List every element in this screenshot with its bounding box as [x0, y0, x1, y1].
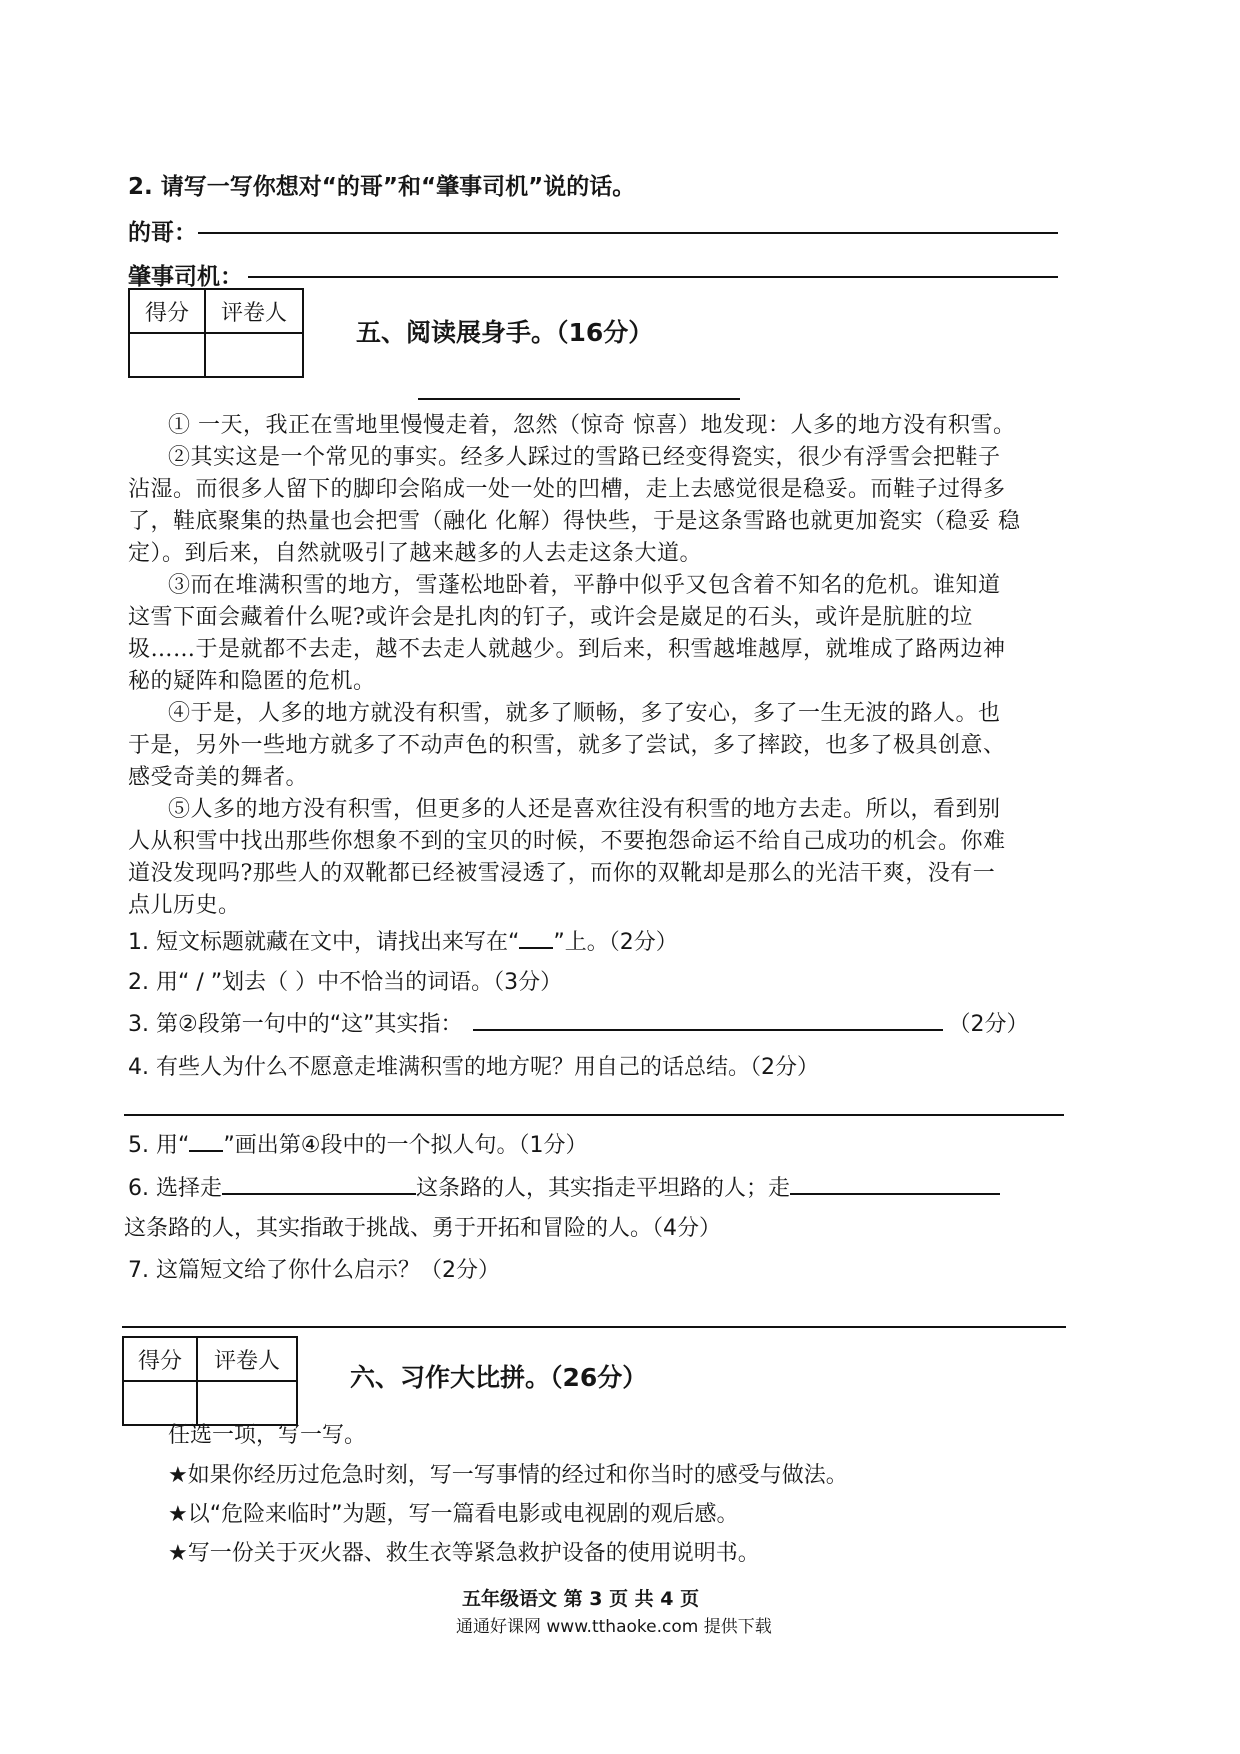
question-3 [128, 1007, 1029, 1038]
question-6-blank-1[interactable] [222, 1193, 416, 1195]
score-label: 得分 [123, 1337, 197, 1381]
question-1 [128, 925, 678, 956]
passage-line: ③而在堆满积雪的地方，雪蓬松地卧着，平静中似乎又包含着不知名的危机。谁知道 [168, 573, 1001, 598]
label-dige: 的哥： [128, 220, 197, 246]
score-cell[interactable] [129, 333, 205, 377]
passage-line: 定）。到后来，自然就吸引了越来越多的人去走这条大道。 [128, 541, 703, 566]
q2-prompt: 2. 请写一写你想对“的哥”和“肇事司机”说的话。 [128, 174, 636, 200]
passage-line: 于是，另外一些地方就多了不动声色的积雪，就多了尝试，多了摔跤，也多了极具创意、 [128, 733, 1006, 758]
question-4-answer-line[interactable] [124, 1114, 1064, 1116]
passage-line: 人从积雪中找出那些你想象不到的宝贝的时候，不要抱怨命运不给自己成功的机会。你难 [128, 829, 1006, 854]
score-label: 得分 [129, 289, 205, 333]
passage-line: 了，鞋底聚集的热量也会把雪（融化 化解）得快些，于是这条雪路也就更加瓷实（稳妥 稳 [128, 509, 1021, 534]
question-4: 4. 有些人为什么不愿意走堆满积雪的地方呢？用自己的话总结。（2分） [128, 1055, 819, 1080]
question-3-text: 3. 第②段第一句中的“这”其实指： [128, 1012, 463, 1037]
question-6 [128, 1171, 1000, 1202]
question-6-blank-2[interactable] [790, 1193, 1000, 1195]
question-3-points: （2分） [948, 1012, 1029, 1037]
passage-line: 道没发现吗?那些人的双靴都已经被雪浸透了，而你的双靴却是那么的光洁干爽，没有一 [128, 861, 996, 886]
passage-line: 沾湿。而很多人留下的脚印会陷成一处一处的凹槽，走上去感觉很是稳妥。而鞋子过得多 [128, 477, 1006, 502]
source-note: 通通好课网 www.tthaoke.com 提供下载 [456, 1617, 772, 1637]
passage-line: 这雪下面会藏着什么呢?或许会是扎肉的钉子，或许会是崴足的石头，或许是肮脏的垃 [128, 605, 973, 630]
answer-line-driver[interactable] [248, 276, 1058, 278]
passage-line: 感受奇美的舞者。 [128, 765, 309, 790]
writing-option: ★以“危险来临时”为题，写一篇看电影或电视剧的观后感。 [168, 1502, 739, 1527]
question-5-text-end: ”画出第④段中的一个拟人句。（1分） [223, 1133, 588, 1158]
section6-title: 六、习作大比拼。（26分） [350, 1363, 648, 1392]
passage-line: ⑤人多的地方没有积雪，但更多的人还是喜欢往没有积雪的地方去走。所以，看到别 [168, 797, 1001, 822]
question-1-blank [519, 947, 553, 949]
passage-line: 点儿历史。 [128, 893, 241, 918]
passage-line: 秘的疑阵和隐匿的危机。 [128, 669, 376, 694]
question-5-text: 5. 用“ [128, 1133, 190, 1158]
question-5 [128, 1128, 588, 1159]
question-2: 2. 用“ / ”划去（ ）中不恰当的词语。（3分） [128, 970, 563, 995]
question-5-blank [189, 1150, 223, 1152]
passage-line: 圾……于是就都不去走，越不去走人就越少。到后来，积雪越堆越厚，就堆成了路两边神 [128, 637, 1006, 662]
section6-intro: 任选一项，写一写。 [168, 1423, 367, 1448]
question-6-text-mid: 这条路的人，其实指走平坦路的人；走 [415, 1176, 790, 1201]
question-3-answer-line[interactable] [473, 1029, 943, 1031]
question-1-text: 1. 短文标题就藏在文中，请找出来写在“ [128, 930, 520, 955]
page-number: 五年级语文 第 3 页 共 4 页 [462, 1588, 700, 1610]
answer-line-dige[interactable] [198, 232, 1058, 234]
label-driver: 肇事司机： [128, 264, 243, 290]
passage-title-blank[interactable] [418, 398, 740, 400]
score-box-section5 [128, 288, 304, 378]
writing-option: ★写一份关于灭火器、救生衣等紧急救护设备的使用说明书。 [168, 1541, 760, 1566]
section5-title: 五、阅读展身手。（16分） [356, 318, 654, 347]
passage-line: ②其实这是一个常见的事实。经多人踩过的雪路已经变得瓷实，很少有浮雪会把鞋子 [168, 445, 1001, 470]
question-6-cont: 这条路的人，其实指敢于挑战、勇于开拓和冒险的人。（4分） [124, 1216, 721, 1241]
score-box-section6 [122, 1336, 298, 1426]
grader-cell[interactable] [205, 333, 303, 377]
passage-line: ④于是，人多的地方就没有积雪，就多了顺畅，多了安心，多了一生无波的路人。也 [168, 701, 1001, 726]
grader-label: 评卷人 [197, 1337, 297, 1381]
grader-label: 评卷人 [205, 289, 303, 333]
question-1-text-end: ”上。（2分） [553, 930, 678, 955]
question-7-answer-line[interactable] [122, 1326, 1066, 1328]
passage-line: ① 一天，我正在雪地里慢慢走着，忽然（惊奇 惊喜）地发现：人多的地方没有积雪。 [168, 413, 1016, 438]
writing-option: ★如果你经历过危急时刻，写一写事情的经过和你当时的感受与做法。 [168, 1463, 848, 1488]
question-7: 7. 这篇短文给了你什么启示？（2分） [128, 1258, 500, 1283]
question-6-text: 6. 选择走 [128, 1176, 222, 1201]
